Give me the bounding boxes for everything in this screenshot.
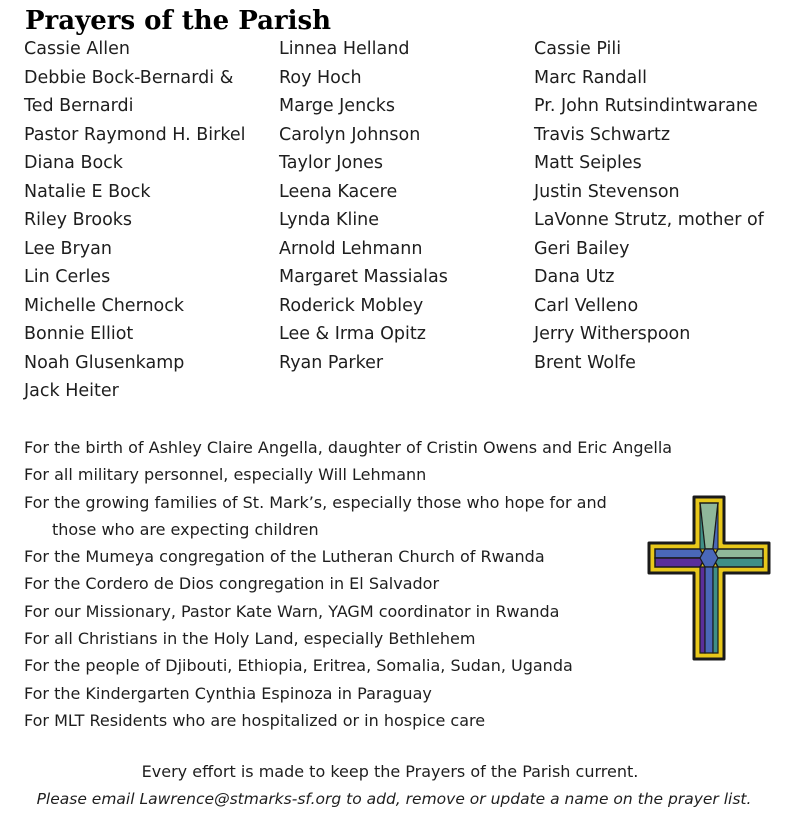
name-item: Riley Brooks — [24, 210, 133, 230]
name-item: Bonnie Elliot — [24, 324, 134, 344]
page-title: Prayers of the Parish — [25, 6, 332, 36]
name-item: Matt Seiples — [534, 153, 642, 173]
intention-item: For the Cordero de Dios congregation in El Salvador — [24, 574, 440, 594]
prayer-intentions-list — [24, 434, 724, 734]
name-item: Michelle Chernock — [24, 295, 185, 316]
intention-item: For our Missionary, Pastor Kate Warn, YAGM coordinator in Rwanda — [24, 601, 560, 621]
name-item: Noah Glusenkamp — [24, 352, 185, 373]
name-item: Marge Jencks — [279, 96, 396, 116]
name-item: LaVonne Strutz, mother of — [534, 210, 764, 230]
intention-continuation: those who are expecting children — [52, 519, 319, 539]
intention-text: For the growing families of St. Mark’s, especially those who hope for and — [24, 492, 607, 512]
name-item: Roderick Mobley — [279, 295, 424, 316]
name-item: Lee & Irma Opitz — [279, 324, 426, 344]
intention-item: For MLT Residents who are hospitalized or in hospice care — [24, 710, 486, 730]
name-item: Roy Hoch — [279, 67, 362, 88]
name-item: Carl Velleno — [534, 295, 639, 316]
name-item: Ted Bernardi — [24, 96, 134, 116]
name-item: Marc Randall — [534, 67, 647, 88]
intention-item: For the people of Djibouti, Ethiopia, Eritrea, Somalia, Sudan, Uganda — [24, 656, 573, 676]
name-item: Geri Bailey — [534, 238, 630, 259]
name-item: Jack Heiter — [24, 381, 119, 401]
name-item: Travis Schwartz — [534, 124, 671, 145]
name-item: Cassie Pili — [534, 39, 622, 59]
intention-item — [24, 489, 724, 544]
cross-right-arm — [713, 549, 763, 558]
name-item: Justin Stevenson — [534, 181, 680, 202]
footer-contact: Please email Lawrence@stmarks-sf.org to add, remove or update a name on the prayer list. — [36, 790, 752, 808]
name-item: Debbie Bock-Bernardi & — [24, 67, 234, 88]
intention-item: For the Mumeya congregation of the Lutheran Church of Rwanda — [24, 547, 545, 567]
name-item: Taylor Jones — [279, 153, 384, 173]
name-item: Pr. John Rutsindintwarane — [534, 96, 758, 116]
name-item: Dana Utz — [534, 267, 615, 287]
name-item: Lin Cerles — [24, 267, 111, 287]
name-item: Jerry Witherspoon — [534, 324, 691, 344]
intention-item: For the birth of Ashley Claire Angella, daughter of Cristin Owens and Eric Angella — [24, 438, 673, 457]
name-item: Brent Wolfe — [534, 352, 636, 373]
name-item: Margaret Massialas — [279, 267, 448, 287]
names-column-1 — [24, 35, 245, 406]
name-item: Pastor Raymond H. Birkel — [24, 124, 246, 145]
cross-left-arm — [655, 549, 705, 558]
names-column-3 — [534, 35, 764, 377]
cross-icon — [645, 495, 773, 663]
name-item: Leena Kacere — [279, 181, 398, 202]
footer-notice: Every effort is made to keep the Prayers of the Parish current. — [141, 762, 639, 781]
name-item: Lee Bryan — [24, 238, 112, 259]
name-item: Diana Bock — [24, 153, 123, 173]
name-item: Carolyn Johnson — [279, 124, 421, 145]
names-column-2 — [279, 35, 448, 377]
cross-bottom-arm — [700, 567, 705, 653]
intention-item: For all military personnel, especially Will Lehmann — [24, 465, 427, 485]
name-item: Ryan Parker — [279, 352, 384, 373]
name-item: Natalie E Bock — [24, 181, 151, 202]
name-item: Linnea Helland — [279, 39, 410, 59]
name-item: Arnold Lehmann — [279, 238, 423, 259]
name-item: Lynda Kline — [279, 210, 380, 230]
intention-item: For all Christians in the Holy Land, especially Bethlehem — [24, 629, 476, 649]
name-item: Cassie Allen — [24, 39, 130, 59]
intention-item: For the Kindergarten Cynthia Espinoza in Paraguay — [24, 683, 432, 703]
